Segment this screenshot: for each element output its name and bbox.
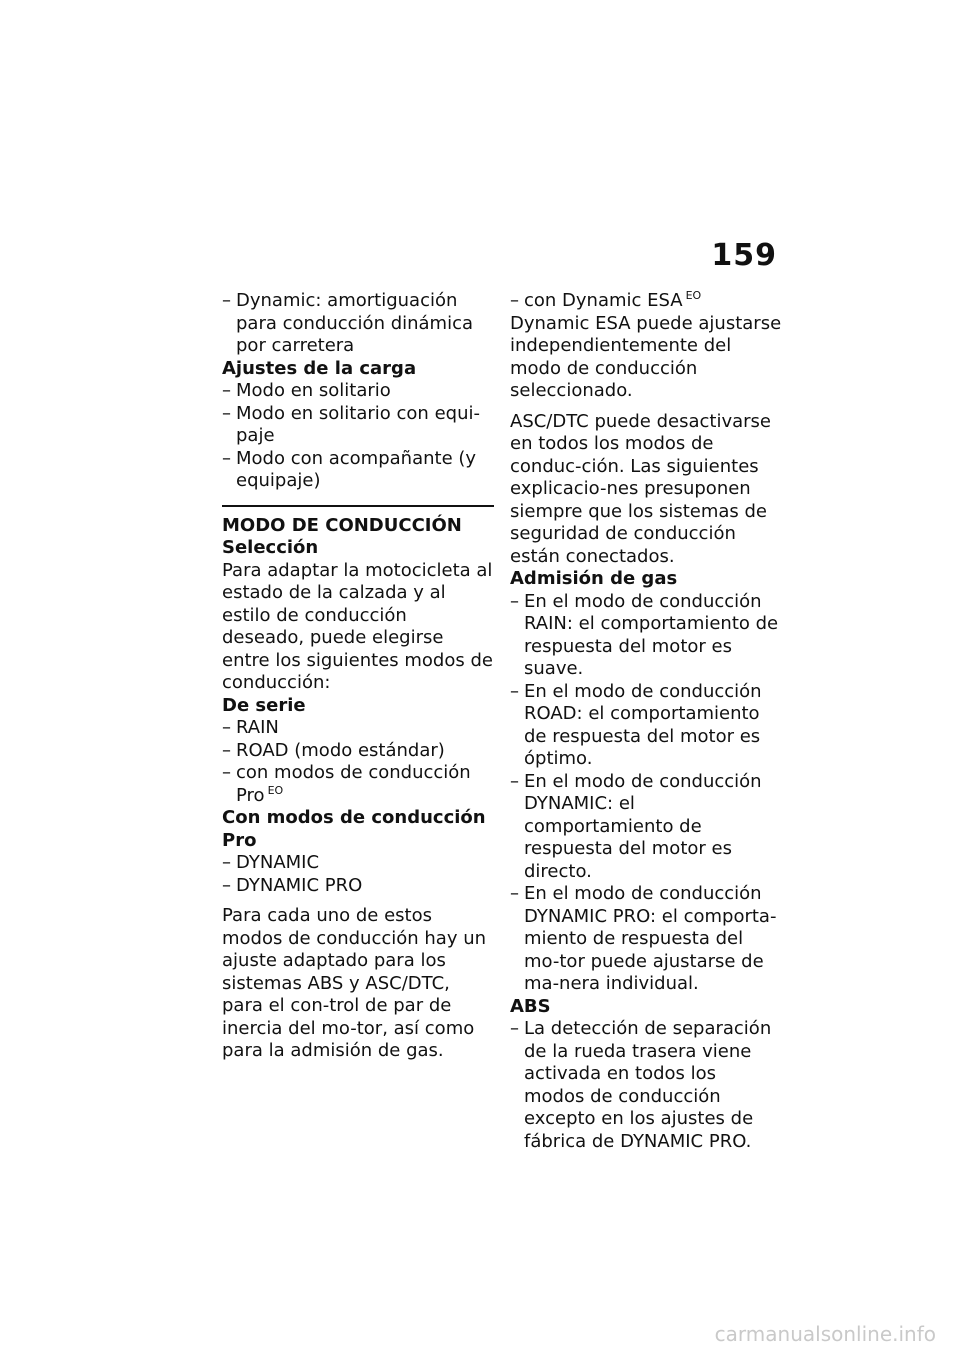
paragraph-modos: Para cada uno de estos modos de conducción hay un ajuste adaptado para los sistemas ABS y ASC/DTC, para el con-trol de par de inercia del mo-tor, así como para la admisión de gas. <box>222 905 487 1061</box>
heading-ajustes-carga: Ajustes de la carga <box>222 357 417 379</box>
list-item: – En el modo de conducción RAIN: el comportamiento de respuesta del motor es suave. <box>510 591 782 681</box>
heading-seleccion: Selección <box>222 537 319 558</box>
right-column <box>510 290 782 1153</box>
list-item-abs: – La detección de separación de la rueda trasera viene activada en todos los modos de conducción excepto en los ajustes de fábrica de DYNAMIC PRO. <box>510 1018 782 1153</box>
watermark: carmanualsonline.info <box>714 1322 936 1346</box>
list-item: – En el modo de conducción ROAD: el comportamiento de respuesta del motor es óptimo. <box>510 681 782 771</box>
section-title: MODO DE CONDUCCIÓN <box>222 514 462 536</box>
list-item: – Modo en solitario con equi-paje <box>222 403 494 448</box>
list-item-pro <box>222 762 494 807</box>
optional-equipment-mark: EO <box>685 289 702 302</box>
list-item-text: con modos de conducción Pro <box>236 762 471 806</box>
list-item: – DYNAMIC <box>222 852 494 875</box>
heading-modos-pro: Con modos de conducción Pro <box>222 807 486 851</box>
list-item-esa <box>510 290 782 313</box>
heading-abs: ABS <box>510 995 551 1017</box>
optional-equipment-mark: EO <box>267 783 284 797</box>
list-item: – DYNAMIC PRO <box>222 875 494 898</box>
list-item: – RAIN <box>222 717 494 740</box>
list-item-text: con Dynamic ESA <box>524 290 683 311</box>
left-column <box>222 290 494 1063</box>
paragraph-asc: ASC/DTC puede desactivarse en todos los modos de conduc-ción. Las siguientes explicacio-nes presuponen siempre que los sistemas de seguridad de conducción están conectados. <box>510 410 771 567</box>
section-divider <box>222 505 494 538</box>
page-number: 159 <box>711 238 777 273</box>
list-item: – Modo en solitario <box>222 380 494 403</box>
list-item: – ROAD (modo estándar) <box>222 740 494 763</box>
heading-admision-gas: Admisión de gas <box>510 568 678 589</box>
heading-de-serie: De serie <box>222 694 306 716</box>
paragraph-seleccion: Para adaptar la motocicleta al estado de la calzada y al estilo de conducción deseado, puede elegirse entre los siguientes modos de conducción: <box>222 559 493 693</box>
list-item: – Modo con acompañante (y equipaje) <box>222 448 494 493</box>
list-item: – En el modo de conducción DYNAMIC PRO: el comporta-miento de respuesta del mo-tor puede ajustarse de ma-nera individual. <box>510 883 782 996</box>
paragraph-esa: Dynamic ESA puede ajustarse independientemente del modo de conducción seleccionado. <box>510 312 782 401</box>
list-item-dynamic: – Dynamic: amortiguación para conducción dinámica por carretera <box>222 290 494 358</box>
list-item: – En el modo de conducción DYNAMIC: el comportamiento de respuesta del motor es directo. <box>510 771 782 884</box>
